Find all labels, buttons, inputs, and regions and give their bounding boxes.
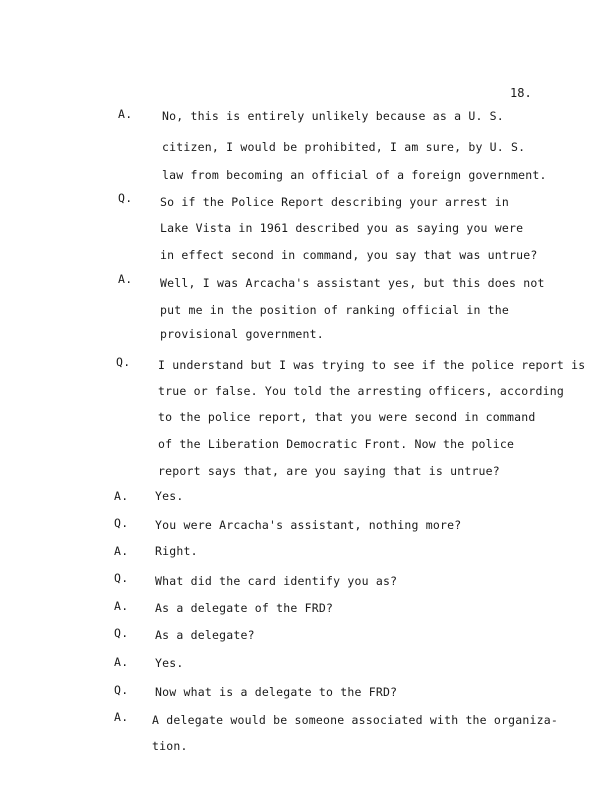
speaker-label: A. bbox=[114, 710, 129, 724]
answer-line: law from becoming an official of a foreign government. bbox=[162, 168, 547, 182]
question-line: to the police report, that you were second in command bbox=[158, 410, 536, 424]
speaker-label: A. bbox=[114, 599, 129, 613]
speaker-label: A. bbox=[114, 489, 129, 503]
answer-line: tion. bbox=[152, 739, 188, 753]
question-line: So if the Police Report describing your arrest in bbox=[160, 195, 510, 209]
answer-line: A delegate would be someone associated with the organiza- bbox=[152, 713, 559, 727]
speaker-label: Q. bbox=[114, 626, 129, 640]
question-line: I understand but I was trying to see if the police report is bbox=[158, 358, 586, 372]
question-line: of the Liberation Democratic Front. Now the police bbox=[158, 437, 515, 451]
question-line: in effect second in command, you say that was untrue? bbox=[160, 248, 538, 262]
answer-line: provisional government. bbox=[160, 327, 324, 341]
page-number: 18. bbox=[510, 86, 532, 100]
answer-line: As a delegate of the FRD? bbox=[155, 601, 334, 615]
answer-line: Yes. bbox=[155, 656, 184, 670]
answer-line: Yes. bbox=[155, 489, 184, 503]
question-line: Lake Vista in 1961 described you as saying you were bbox=[160, 221, 524, 235]
answer-line: Well, I was Arcacha's assistant yes, but this does not bbox=[160, 276, 545, 290]
speaker-label: A. bbox=[114, 544, 129, 558]
question-line: report says that, are you saying that is untrue? bbox=[158, 464, 500, 478]
question-line: What did the card identify you as? bbox=[155, 574, 398, 588]
question-line: true or false. You told the arresting officers, according bbox=[158, 384, 565, 398]
speaker-label: Q. bbox=[114, 683, 129, 697]
question-line: You were Arcacha's assistant, nothing more? bbox=[155, 518, 462, 532]
answer-line: put me in the position of ranking official in the bbox=[160, 303, 510, 317]
speaker-label: A. bbox=[118, 272, 133, 286]
question-line: As a delegate? bbox=[155, 628, 255, 642]
speaker-label: Q. bbox=[118, 191, 133, 205]
speaker-label: Q. bbox=[116, 355, 131, 369]
answer-line: Right. bbox=[155, 544, 198, 558]
speaker-label: A. bbox=[118, 107, 133, 121]
question-line: Now what is a delegate to the FRD? bbox=[155, 685, 398, 699]
answer-line: No, this is entirely unlikely because as a U. S. bbox=[162, 109, 504, 123]
speaker-label: Q. bbox=[114, 571, 129, 585]
speaker-label: Q. bbox=[114, 516, 129, 530]
answer-line: citizen, I would be prohibited, I am sure, by U. S. bbox=[162, 140, 526, 154]
speaker-label: A. bbox=[114, 655, 129, 669]
